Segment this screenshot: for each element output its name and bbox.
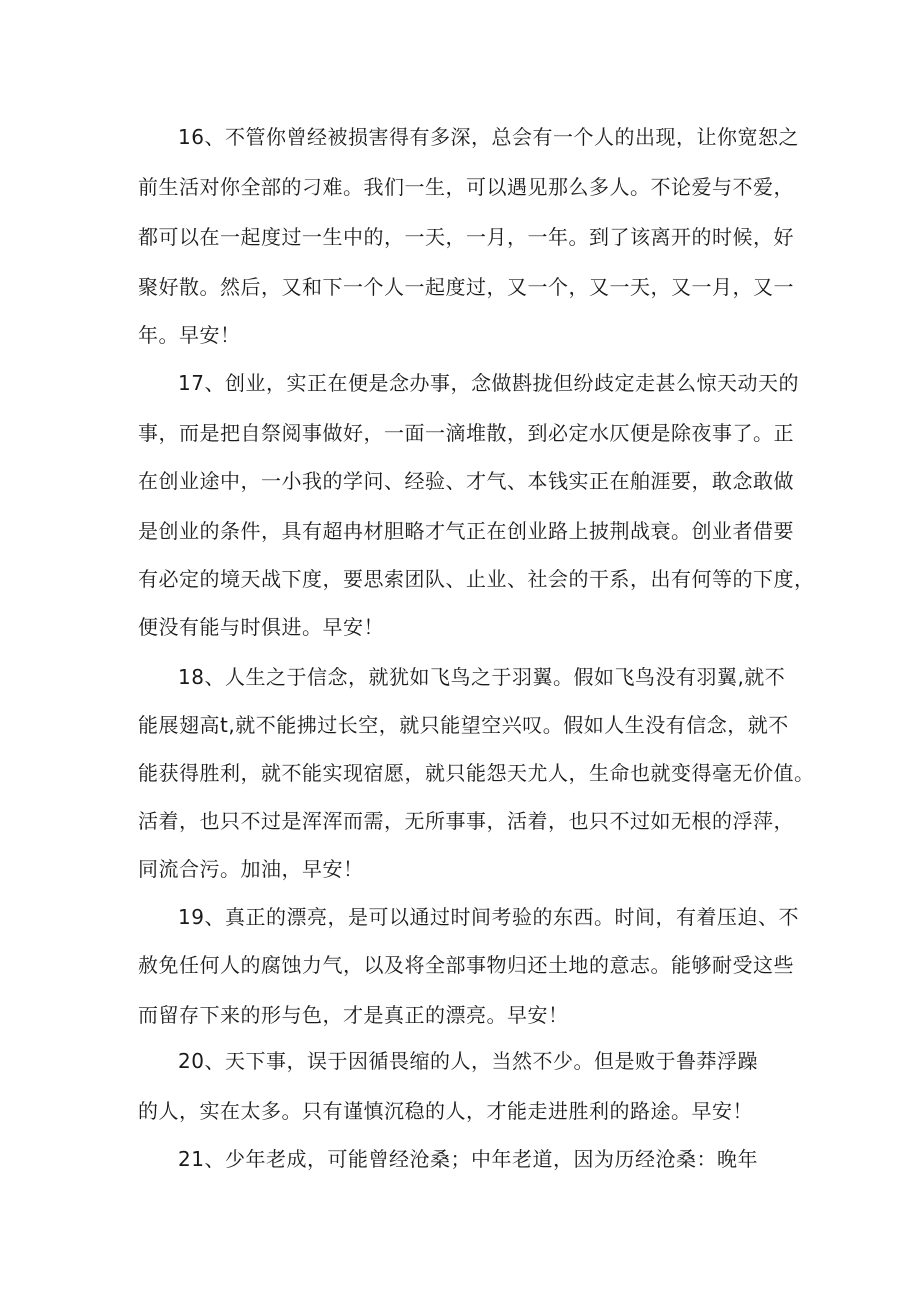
text-line: 赦免任何人的腐蚀力气，以及将全部事物归还土地的意志。能够耐受这些	[138, 953, 794, 977]
text-line: 是创业的条件，具有超冉材胆略才气正在创业路上披荆战衰。创业者借要	[138, 519, 794, 543]
text-line: 17、创业，实正在便是念办事，念做斟拢但纷歧定走甚么惊天动天的	[178, 371, 799, 395]
text-line: 聚好散。然后，又和下一个人一起度过，又一个，又一天，又一月，又一	[138, 275, 794, 299]
text-line: 前生活对你全部的刁难。我们一生，可以遇见那么多人。不论爱与不爱，	[138, 175, 794, 199]
text-line: 能获得胜利，就不能实现宿愿，就只能怨天尤人，生命也就变得毫无价值。	[138, 761, 815, 785]
text-line: 19、真正的漂亮，是可以通过时间考验的东西。时间，有着压迫、不	[178, 905, 799, 929]
text-line: 的人，实在太多。只有谨慎沉稳的人，才能走进胜利的路途。早安！	[138, 1099, 753, 1123]
text-line: 能展翅高t,就不能拂过长空，就只能望空兴叹。假如人生没有信念，就不	[138, 713, 789, 737]
text-line: 而留存下来的形与色，才是真正的漂亮。早安！	[138, 1003, 569, 1027]
text-line: 有必定的境天战下度，要思索团队、止业、社会的干系，出有何等的下度，	[138, 567, 815, 591]
text-line: 都可以在一起度过一生中的，一天，一月，一年。到了该离开的时候，好	[138, 225, 794, 249]
text-line: 事，而是把自祭阅事做好，一面一滴堆散，到必定水仄便是除夜事了。正	[138, 421, 794, 445]
text-line: 18、人生之于信念，就犹如飞鸟之于羽翼。假如飞鸟没有羽翼,就不	[178, 665, 786, 689]
text-line: 便没有能与时俱进。早安！	[138, 615, 384, 639]
text-line: 16、不管你曾经被损害得有多深，总会有一个人的出现，让你宽恕之	[178, 125, 799, 149]
text-line: 21、少年老成，可能曾经沧桑；中年老道，因为历经沧桑：晚年	[178, 1147, 758, 1171]
text-line: 在创业途中，一小我的学问、经验、才气、本钱实正在舶涯要，敢念敢做	[138, 469, 794, 493]
text-line: 同流合污。加油，早安！	[138, 857, 364, 881]
text-line: 年。早安！	[138, 323, 241, 347]
text-line: 20、天下事，误于因循畏缩的人，当然不少。但是败于鲁莽浮躁	[178, 1049, 758, 1073]
text-line: 活着，也只不过是浑浑而需，无所事事，活着，也只不过如无根的浮萍，	[138, 809, 794, 833]
